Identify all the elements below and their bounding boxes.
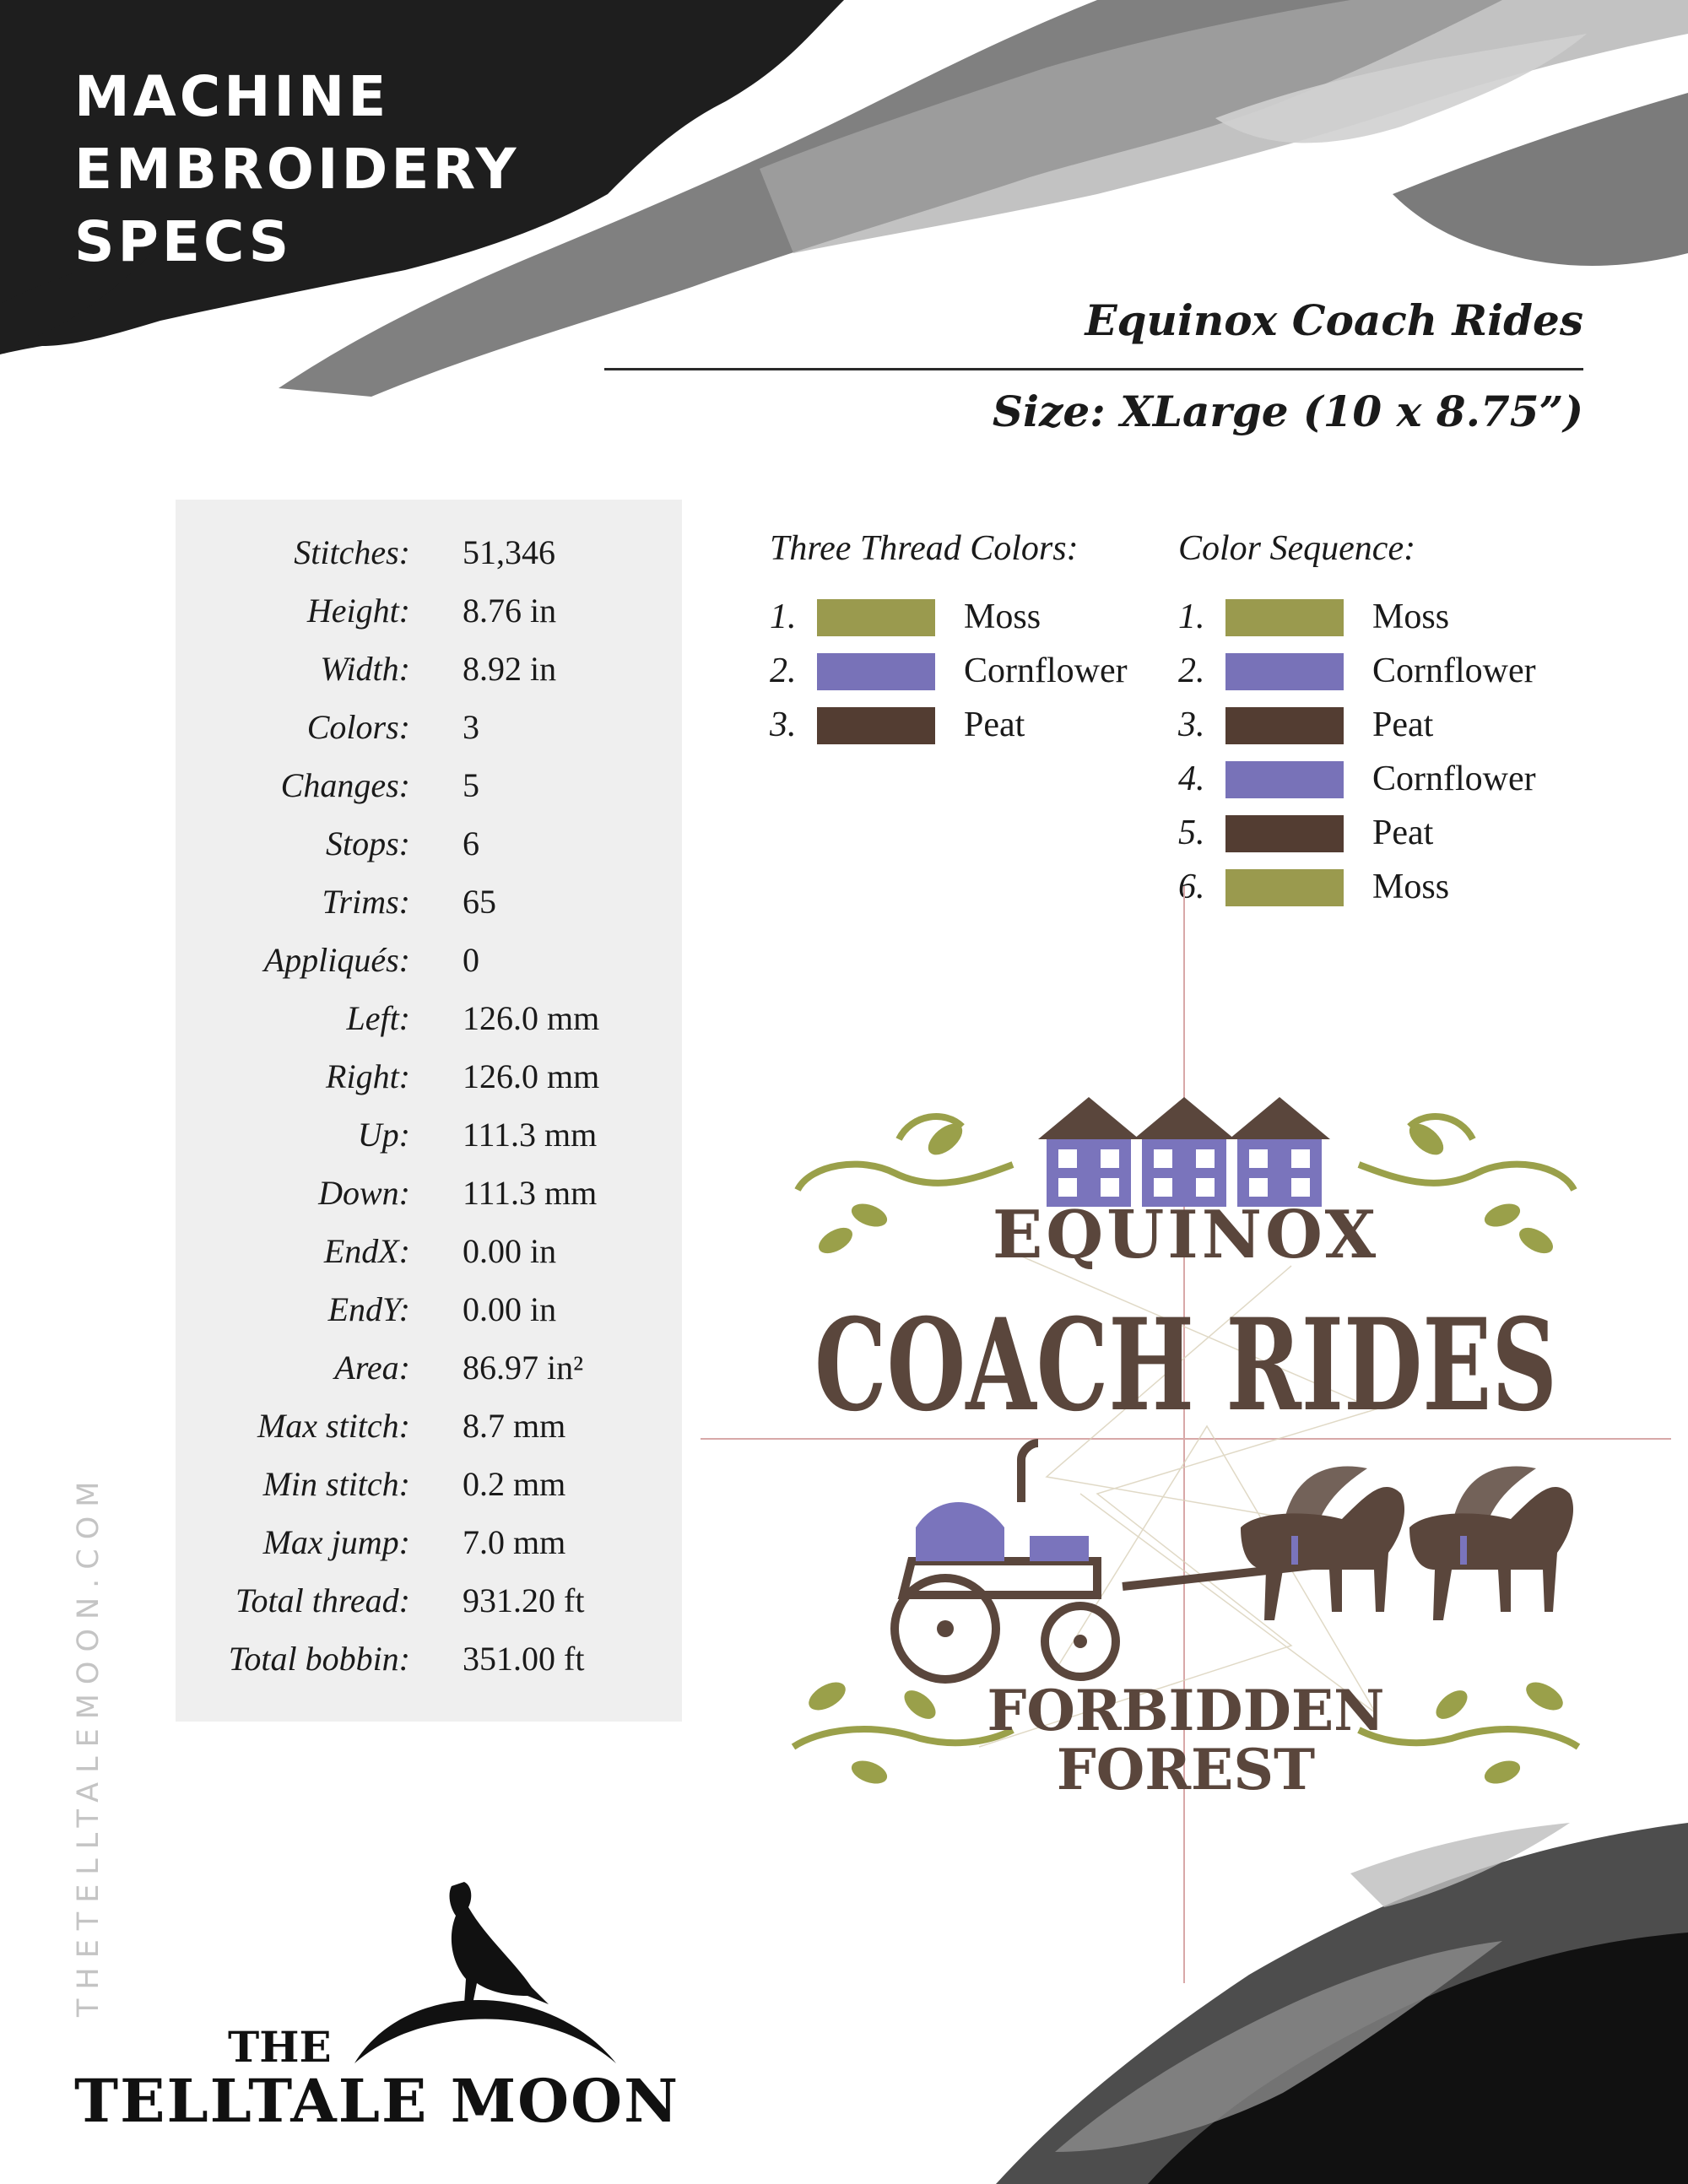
spec-value: 0.00 in [463, 1232, 557, 1270]
sequence-swatch [1225, 707, 1344, 744]
thread-color-swatch [817, 599, 935, 636]
sequence-number: 2. [1178, 651, 1205, 690]
spec-label: Left: [346, 999, 410, 1037]
spec-value: 351.00 ft [463, 1640, 585, 1678]
sequence-number: 5. [1178, 814, 1205, 852]
spec-row [176, 935, 682, 986]
spec-value: 7.0 mm [463, 1523, 566, 1561]
spec-label: Total thread: [235, 1581, 410, 1619]
sequence-number: 3. [1178, 705, 1205, 744]
spec-label: Up: [357, 1116, 410, 1154]
spec-label: Max stitch: [257, 1407, 410, 1445]
spec-row [176, 1343, 682, 1393]
spec-row [176, 644, 682, 695]
spec-value: 5 [463, 766, 479, 804]
spec-label: Changes: [280, 766, 410, 804]
spec-label: Stitches: [294, 533, 410, 571]
page-title-line: SPECS [74, 209, 293, 274]
sequence-swatch [1225, 653, 1344, 690]
thread-color-number: 1. [770, 597, 797, 636]
design-text-forbidden: FORBIDDEN [987, 1678, 1385, 1743]
spec-label: Min stitch: [262, 1465, 410, 1503]
sequence-swatch [1225, 599, 1344, 636]
page-title-line: EMBROIDERY [74, 137, 520, 202]
spec-label: Trims: [322, 883, 410, 921]
sequence-color-name: Moss [1372, 868, 1450, 906]
thread-colors-heading: Three Thread Colors: [770, 529, 1079, 568]
header-divider [604, 368, 1583, 370]
logo-wordmark: TELLTALE MOON [74, 2066, 680, 2136]
color-sequence-heading: Color Sequence: [1178, 529, 1416, 568]
thread-color-name: Peat [964, 705, 1025, 744]
spec-value: 8.7 mm [463, 1407, 566, 1445]
spec-row [176, 760, 682, 811]
spec-label: Total bobbin: [228, 1640, 410, 1678]
sequence-swatch [1225, 761, 1344, 798]
page-title-line: MACHINE [74, 64, 390, 129]
color-sequence-row [1178, 812, 1583, 854]
spec-value: 0.2 mm [463, 1465, 566, 1503]
thread-color-row [770, 596, 1158, 638]
spec-value: 126.0 mm [463, 999, 600, 1037]
spec-row [176, 1284, 682, 1335]
spec-row [176, 993, 682, 1044]
spec-row [176, 877, 682, 927]
spec-label: Down: [318, 1174, 410, 1212]
spec-row [176, 1401, 682, 1451]
spec-label: Appliqués: [263, 941, 410, 979]
color-sequence-row [1178, 704, 1583, 746]
thread-color-name: Moss [964, 597, 1041, 636]
spec-label: Height: [306, 592, 410, 630]
spec-label: Right: [326, 1057, 410, 1095]
spec-value: 8.76 in [463, 592, 557, 630]
thread-color-swatch [817, 653, 935, 690]
thread-color-row [770, 650, 1158, 692]
spec-value: 0 [463, 941, 479, 979]
spec-value: 126.0 mm [463, 1057, 600, 1095]
spec-row [176, 1110, 682, 1160]
sequence-color-name: Peat [1372, 814, 1434, 852]
thread-color-name: Cornflower [964, 651, 1128, 690]
spec-value: 86.97 in² [463, 1349, 584, 1387]
spec-value: 931.20 ft [463, 1581, 585, 1619]
sequence-number: 4. [1178, 760, 1205, 798]
design-text-forest: FOREST [1056, 1737, 1316, 1803]
spec-value: 0.00 in [463, 1290, 557, 1328]
spec-label: Colors: [306, 708, 410, 746]
thread-color-number: 3. [770, 705, 797, 744]
thread-color-row [770, 704, 1158, 746]
spec-value: 111.3 mm [463, 1116, 598, 1154]
spec-row [176, 1517, 682, 1568]
spec-value: 3 [463, 708, 479, 746]
spec-value: 65 [463, 883, 496, 921]
houses-illustration [1038, 1097, 1330, 1207]
spec-value: 8.92 in [463, 650, 557, 688]
spec-row [176, 1576, 682, 1626]
website-url: THETELLTALEMOON.COM [72, 1472, 106, 2017]
design-size: Size: XLarge (10 x 8.75”) [992, 387, 1583, 436]
sequence-color-name: Peat [1372, 705, 1434, 744]
embroidery-design-preview [701, 886, 1671, 1983]
spec-panel [176, 500, 682, 1722]
sequence-color-name: Cornflower [1372, 651, 1536, 690]
spec-label: Max jump: [262, 1523, 410, 1561]
color-sequence-row [1178, 758, 1583, 800]
spec-row [176, 819, 682, 869]
spec-label: Stops: [326, 824, 410, 862]
spec-label: Width: [320, 650, 410, 688]
spec-value: 51,346 [463, 533, 555, 571]
color-sequence-row [1178, 650, 1583, 692]
logo-the: THE [228, 2022, 332, 2072]
thread-color-number: 2. [770, 651, 797, 690]
crow-moon-logo-icon [338, 1869, 625, 2072]
spec-row [176, 527, 682, 578]
color-sequence-row [1178, 596, 1583, 638]
spec-label: Area: [334, 1349, 410, 1387]
sequence-number: 6. [1178, 868, 1205, 906]
spec-label: EndX: [323, 1232, 410, 1270]
spec-row [176, 586, 682, 636]
design-text-equinox: EQUINOX [992, 1197, 1380, 1273]
spec-row [176, 1459, 682, 1510]
spec-row [176, 1051, 682, 1102]
design-text-coach-rides: COACH RIDES [814, 1291, 1557, 1440]
design-name: Equinox Coach Rides [1085, 295, 1583, 345]
page-title [74, 61, 834, 278]
sequence-number: 1. [1178, 597, 1205, 636]
spec-value: 6 [463, 824, 479, 862]
spec-row [176, 1634, 682, 1684]
sequence-color-name: Cornflower [1372, 760, 1536, 798]
spec-label: EndY: [327, 1290, 410, 1328]
spec-value: 111.3 mm [463, 1174, 598, 1212]
spec-row [176, 1168, 682, 1219]
spec-row [176, 702, 682, 753]
sequence-swatch [1225, 815, 1344, 852]
sequence-color-name: Moss [1372, 597, 1450, 636]
thread-color-swatch [817, 707, 935, 744]
spec-row [176, 1226, 682, 1277]
